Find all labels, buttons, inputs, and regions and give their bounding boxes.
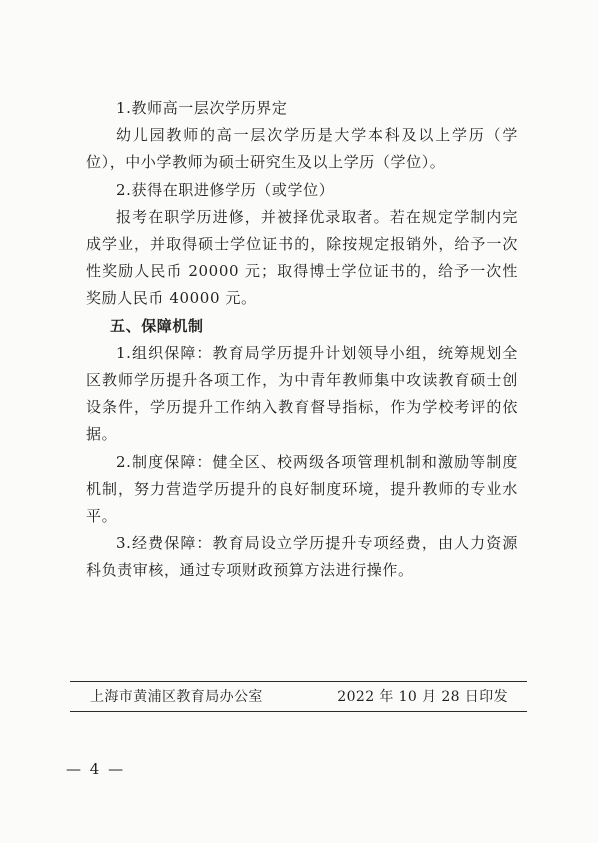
paragraph-funding-safeguard: 3.经费保障：教育局设立学历提升专项经费，由人力资源科负责审核，通过专项财政预算方法进行操作。: [86, 534, 518, 580]
paragraph-in-service-degree: 报考在职学历进修，并被择优录取者。若在规定学制内完成学业，并取得硕士学位证书的，除按规定报销外，给予一次性奖励人民币 20000 元；取得博士学位证书的，给予一次性奖励人民币 40000 元。: [86, 207, 518, 308]
footer-bottom-rule: [70, 711, 527, 712]
paragraph-institutional-safeguard: 2.制度保障：健全区、校两级各项管理机制和激励等制度机制，努力营造学历提升的良好制度环境，提升教师的专业水平。: [86, 452, 518, 526]
paragraph-organizational-safeguard: 1.组织保障：教育局学历提升计划领导小组，统筹规划全区教师学历提升各项工作，为中青年教师集中攻读教育硕士创设条件，学历提升工作纳入教育督导指标，作为学校考评的依据。: [86, 343, 518, 444]
issuance-footer: [90, 683, 508, 709]
document-body: [86, 95, 518, 585]
issue-date: 2022 年 10 月 28 日印发: [337, 689, 508, 705]
subheading-in-service-degree: 2.获得在职进修学历（或学位）: [116, 180, 335, 199]
issuer-name: 上海市黄浦区教育局办公室: [90, 689, 263, 705]
page-number: — 4 —: [66, 760, 126, 778]
subheading-degree-definition: 1.教师高一层次学历界定: [116, 99, 288, 117]
paragraph-degree-definition: 幼儿园教师的高一层次学历是大学本科及以上学历（学位），中小学教师为硕士研究生及以上学历（学位）。: [86, 126, 518, 172]
footer-top-rule: [70, 681, 527, 682]
section-heading-safeguards: 五、保障机制: [110, 316, 204, 335]
